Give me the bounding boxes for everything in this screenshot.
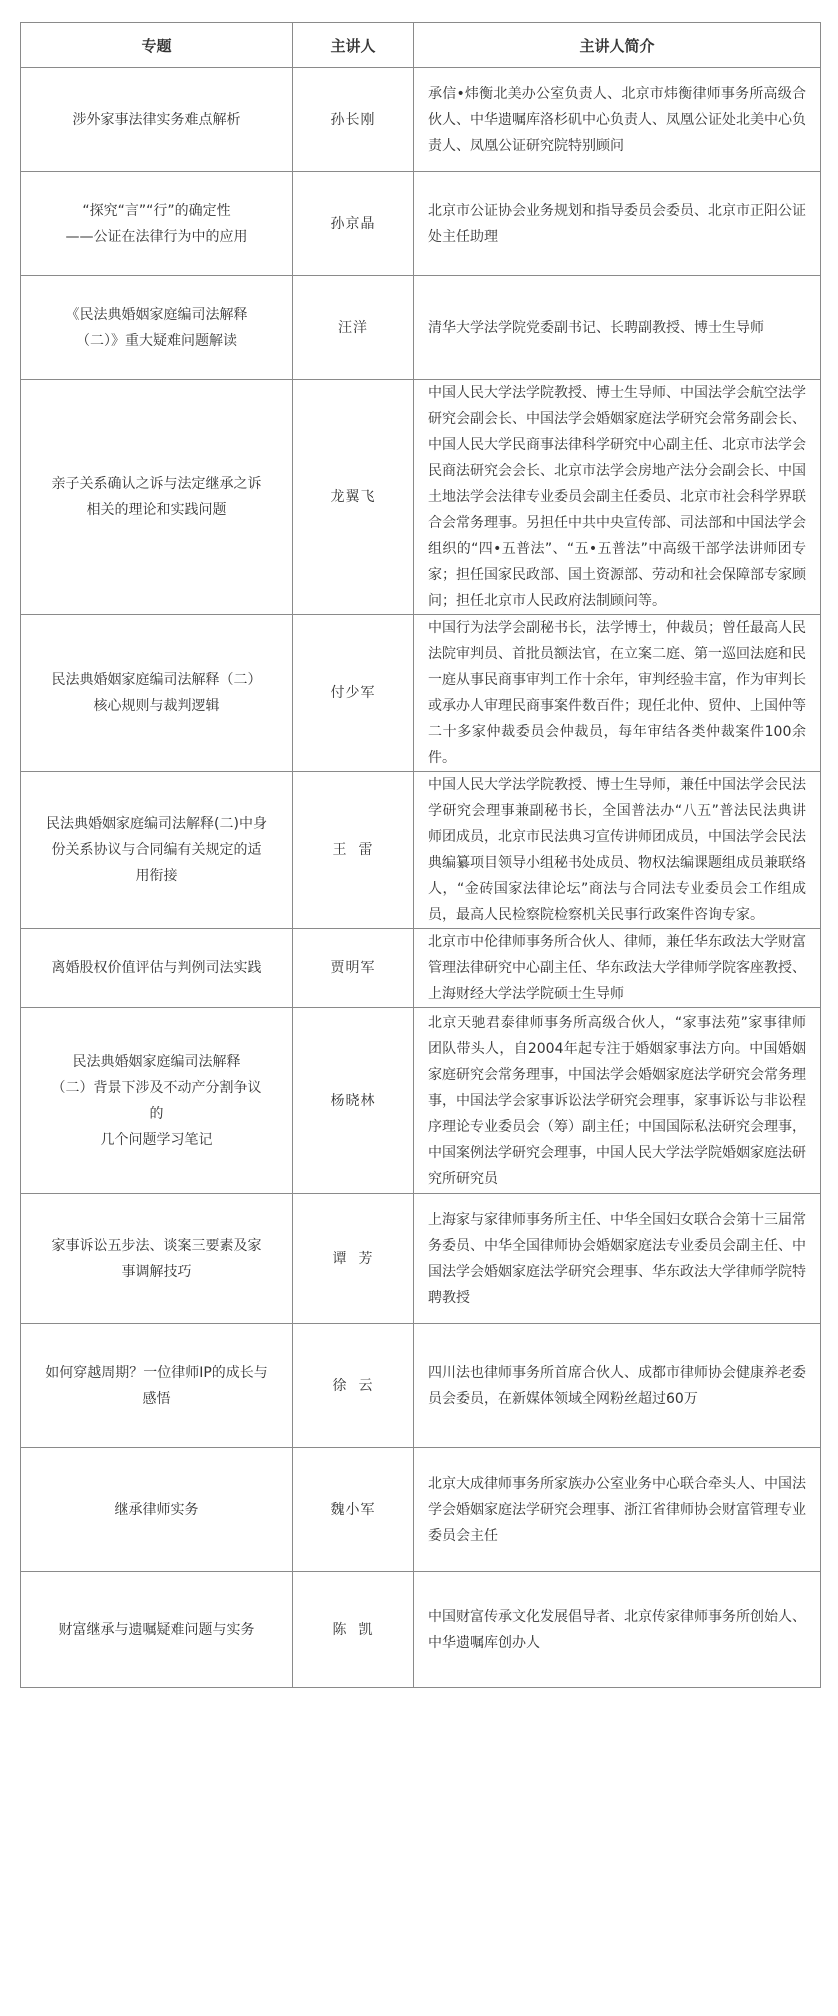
speaker-cell: 谭 芳 — [293, 1194, 414, 1324]
topic-cell — [21, 380, 293, 615]
table-row — [21, 1324, 821, 1448]
speaker-cell: 汪洋 — [293, 276, 414, 380]
speaker-cell: 徐 云 — [293, 1324, 414, 1448]
topic-cell — [21, 276, 293, 380]
topic-text: 民法典婚姻家庭编司法解释（二）核心规则与裁判逻辑 — [51, 672, 262, 714]
table-row — [21, 68, 821, 172]
speaker-schedule-table — [20, 22, 821, 1688]
topic-text: 继承律师实务 — [114, 1501, 199, 1518]
topic-text: 民法典婚姻家庭编司法解释(二)中身份关系协议与合同编有关规定的适用衔接 — [46, 816, 267, 884]
table-row — [21, 772, 821, 929]
speaker-cell: 贾明军 — [293, 929, 414, 1008]
topic-text: 几个问题学习笔记 — [100, 1131, 213, 1148]
speaker-cell: 王 雷 — [293, 772, 414, 929]
table-row — [21, 929, 821, 1008]
topic-cell — [21, 772, 293, 929]
topic-cell — [21, 1008, 293, 1194]
topic-text: 民法典婚姻家庭编司法解释 — [72, 1053, 241, 1070]
bio-cell: 北京天驰君泰律师事务所高级合伙人，“家事法苑”家事律师团队带头人，自2004年起专注于婚姻家事法方向。中国婚姻家庭研究会常务理事，中国法学会婚姻家庭法学研究会常务理事，中国法学会家事诉讼法学研究会理事，家事诉讼与非讼程序理论专业委员会（筹）副主任；中国国际私法研究会理事，中国案例法学研究会理事，中国人民大学法学院婚姻家庭法研究所研究员 — [414, 1008, 821, 1194]
topic-text: 财富继承与遗嘱疑难问题与实务 — [58, 1621, 255, 1638]
table-body — [21, 68, 821, 1688]
topic-cell — [21, 172, 293, 276]
topic-text: 离婚股权价值评估与判例司法实践 — [51, 960, 262, 976]
topic-text: ——公证在法律行为中的应用 — [65, 228, 248, 245]
table-row — [21, 615, 821, 772]
bio-cell: 四川法也律师事务所首席合伙人、成都市律师协会健康养老委员会委员，在新媒体领域全网粉丝超过60万 — [414, 1324, 821, 1448]
speaker-cell: 杨晓林 — [293, 1008, 414, 1194]
topic-text: （二）》重大疑难问题解读 — [76, 332, 237, 349]
topic-text: 涉外家事法律实务难点解析 — [72, 111, 241, 128]
speaker-cell: 陈 凯 — [293, 1572, 414, 1688]
bio-cell: 中国人民大学法学院教授、博士生导师、中国法学会航空法学研究会副会长、中国法学会婚姻家庭法学研究会常务副会长、中国人民大学民商事法律科学研究中心副主任、北京市法学会民商法研究会会长、北京市法学会房地产法分会副会长、中国土地法学会法律专业委员会副主任委员、北京市社会科学界联合会常务理事。另担任中共中央宣传部、司法部和中国法学会组织的“四•五普法”、“五•五普法”中高级干部学法讲师团专家；担任国家民政部、国土资源部、劳动和社会保障部专家顾问；担任北京市人民政府法制顾问等。 — [414, 380, 821, 615]
topic-text: 如何穿越周期？一位律师IP的成长与感悟 — [45, 1364, 268, 1407]
topic-cell — [21, 1324, 293, 1448]
table-row — [21, 172, 821, 276]
speaker-cell: 龙翼飞 — [293, 380, 414, 615]
topic-text: 家事诉讼五步法、谈案三要素及家事调解技巧 — [51, 1237, 262, 1280]
bio-cell: 上海家与家律师事务所主任、中华全国妇女联合会第十三届常务委员、中华全国律师协会婚姻家庭法专业委员会副主任、中国法学会婚姻家庭法学研究会理事、华东政法大学律师学院特聘教授 — [414, 1194, 821, 1324]
table-row — [21, 380, 821, 615]
topic-text: 《民法典婚姻家庭编司法解释 — [65, 306, 248, 323]
bio-cell: 北京市中伦律师事务所合伙人、律师，兼任华东政法大学财富管理法律研究中心副主任、华东政法大学律师学院客座教授、上海财经大学法学院硕士生导师 — [414, 929, 821, 1008]
topic-text: “探究“言”“行”的确定性 — [82, 202, 231, 219]
topic-cell — [21, 615, 293, 772]
table-row — [21, 1572, 821, 1688]
bio-cell: 中国财富传承文化发展倡导者、北京传家律师事务所创始人、中华遗嘱库创办人 — [414, 1572, 821, 1688]
table-row — [21, 1448, 821, 1572]
header-topic: 专题 — [21, 23, 293, 68]
table-row — [21, 1008, 821, 1194]
topic-cell — [21, 1572, 293, 1688]
table-row — [21, 276, 821, 380]
topic-cell — [21, 929, 293, 1008]
speaker-cell: 孙长刚 — [293, 68, 414, 172]
topic-cell — [21, 1448, 293, 1572]
topic-text: （二）背景下涉及不动产分割争议的 — [51, 1079, 262, 1122]
bio-cell: 北京大成律师事务所家族办公室业务中心联合牵头人、中国法学会婚姻家庭法学研究会理事、浙江省律师协会财富管理专业委员会主任 — [414, 1448, 821, 1572]
topic-cell — [21, 1194, 293, 1324]
speaker-cell: 孙京晶 — [293, 172, 414, 276]
header-bio: 主讲人简介 — [414, 23, 821, 68]
bio-cell: 中国人民大学法学院教授、博士生导师，兼任中国法学会民法学研究会理事兼副秘书长，全国普法办“八五”普法民法典讲师团成员，北京市民法典习宣传讲师团成员，中国法学会民法典编纂项目领导小组秘书处成员、物权法编课题组成员兼联络人，“金砖国家法律论坛”商法与合同法专业委员会工作组成员，最高人民检察院检察机关民事行政案件咨询专家。 — [414, 772, 821, 929]
bio-cell: 清华大学法学院党委副书记、长聘副教授、博士生导师 — [414, 276, 821, 380]
header-speaker: 主讲人 — [293, 23, 414, 68]
speaker-cell: 付少军 — [293, 615, 414, 772]
bio-cell: 中国行为法学会副秘书长，法学博士，仲裁员；曾任最高人民法院审判员、首批员额法官，在立案二庭、第一巡回法庭和民一庭从事民商事审判工作十余年，审判经验丰富，作为审判长或承办人审理民商事案件数百件；现任北仲、贸仲、上国仲等二十多家仲裁委员会仲裁员，每年审结各类仲裁案件100余件。 — [414, 615, 821, 772]
topic-text: 亲子关系确认之诉与法定继承之诉相关的理论和实践问题 — [51, 476, 262, 518]
topic-cell — [21, 68, 293, 172]
bio-cell: 承信•炜衡北美办公室负责人、北京市炜衡律师事务所高级合伙人、中华遗嘱库洛杉矶中心负责人、凤凰公证处北美中心负责人、凤凰公证研究院特别顾问 — [414, 68, 821, 172]
speaker-cell: 魏小军 — [293, 1448, 414, 1572]
table-row — [21, 1194, 821, 1324]
table-header-row — [21, 23, 821, 68]
bio-cell: 北京市公证协会业务规划和指导委员会委员、北京市正阳公证处主任助理 — [414, 172, 821, 276]
